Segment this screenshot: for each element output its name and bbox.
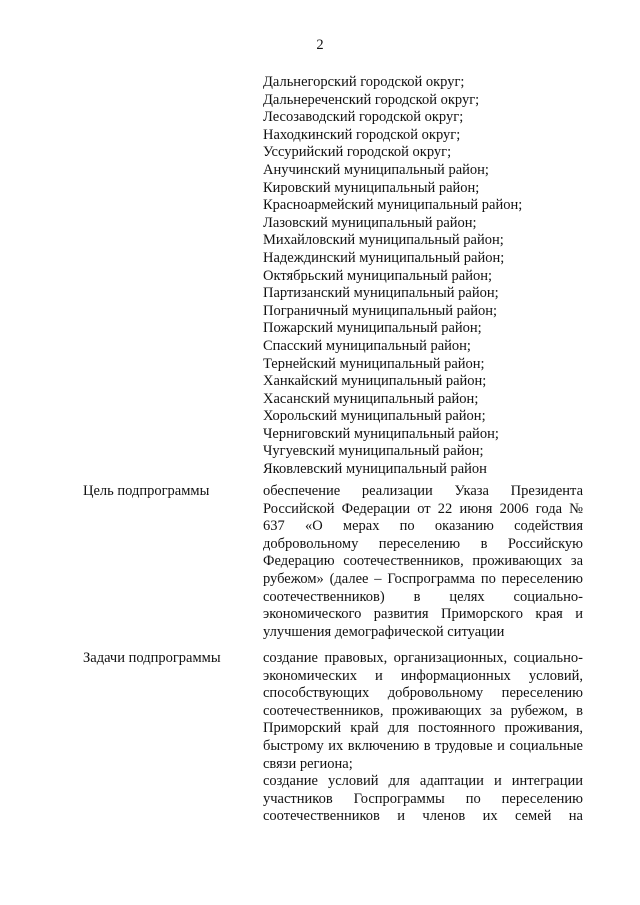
district-item: Тернейский муниципальный район; (263, 355, 485, 372)
district-item: Пограничный муниципальный район; (263, 302, 498, 319)
district-item: Ханкайский муниципальный район; (263, 373, 487, 390)
district-item: Кировский муниципальный район; (263, 179, 480, 196)
district-item: Надеждинский муниципальный район; (263, 249, 505, 266)
goal-text (263, 483, 583, 641)
district-list (263, 74, 593, 479)
district-item: Красноармейский муниципальный район; (263, 197, 523, 214)
district-item: Яковлевский муниципальный район (263, 461, 487, 478)
district-item: Хасанский муниципальный район; (263, 390, 479, 407)
district-item: Октябрьский муниципальный район; (263, 267, 493, 284)
task-item: создание правовых, организационных, социально-экономических и информационных условий, способствующих добровольному переселению соотечественников, проживающих за рубежом, в Приморский край для постоянного проживания, быстрому их включению в трудовые и социальные связи региона; (263, 650, 583, 772)
district-item: Дальнегорский городской округ; (263, 74, 465, 90)
district-item: Дальнереченский городской округ; (263, 91, 480, 108)
district-item: Партизанский муниципальный район; (263, 285, 499, 302)
district-item: Пожарский муниципальный район; (263, 320, 482, 337)
district-item: Лесозаводский городской округ; (263, 109, 464, 126)
district-item: Находкинский городской округ; (263, 126, 461, 143)
page-number: 2 (316, 37, 324, 53)
goal-label: Цель подпрограммы (83, 483, 210, 499)
district-item: Хорольский муниципальный район; (263, 408, 486, 425)
district-item: Анучинский муниципальный район; (263, 161, 489, 178)
task-item: создание условий для адаптации и интеграции участников Госпрограммы по переселению соотечественников и членов их семей на (263, 773, 583, 825)
tasks-text (263, 650, 583, 826)
district-item: Спасский муниципальный район; (263, 337, 471, 354)
district-item: Черниговский муниципальный район; (263, 425, 499, 442)
goal-paragraph: обеспечение реализации Указа Президента Российской Федерации от 22 июня 2006 года № 637 «О мерах по оказанию содействия добровольному переселению в Российскую Федерацию соотечественников, проживающих за рубежом» (далее – Госпрограмма по переселению соотечественников) в целях социально-экономического развития Приморского края и улучшения демографической ситуации (263, 483, 583, 640)
tasks-label: Задачи подпрограммы (83, 650, 221, 666)
district-item: Лазовский муниципальный район; (263, 214, 477, 231)
district-item: Уссурийский городской округ; (263, 144, 452, 161)
district-item: Михайловский муниципальный район; (263, 232, 504, 249)
district-item: Чугуевский муниципальный район; (263, 443, 484, 460)
